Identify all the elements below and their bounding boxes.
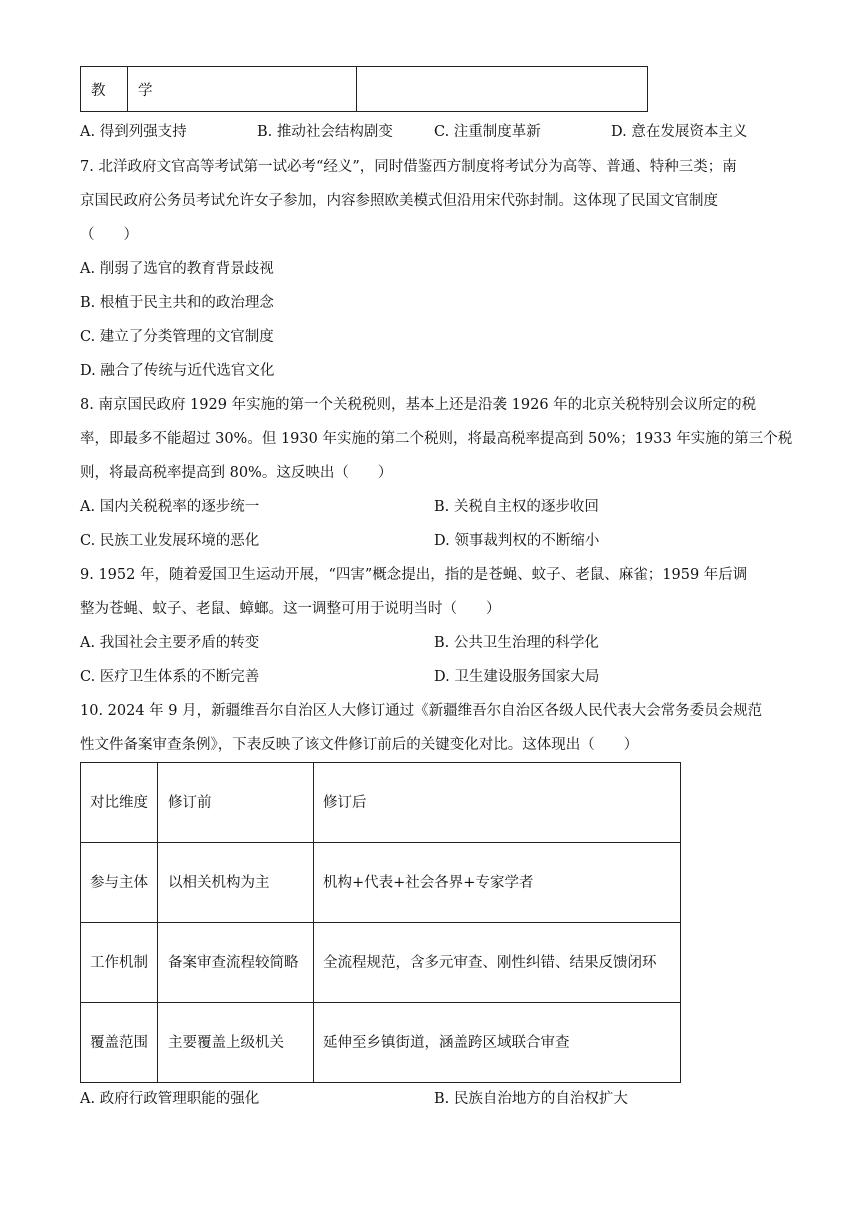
q8-option-b: B. 关税自主权的逐步收回 xyxy=(434,499,599,515)
table-header-after: 修订后 xyxy=(314,763,681,843)
q8-line-3: 则，将最高税率提高到 80%。这反映出（ ） xyxy=(80,465,393,481)
q6-option-d: D. 意在发展资本主义 xyxy=(611,124,748,140)
top-table-cell-2: 学 xyxy=(128,67,357,112)
q10-option-b: B. 民族自治地方的自治权扩大 xyxy=(434,1091,628,1107)
table-header-row xyxy=(81,763,681,843)
q10-line-2: 性文件备案审查条例》，下表反映了该文件修订前后的关键变化对比。这体现出（ ） xyxy=(80,737,639,753)
table-cell: 备案审查流程较简略 xyxy=(158,923,314,1003)
q9-option-d: D. 卫生建设服务国家大局 xyxy=(434,669,600,685)
table-cell: 延伸至乡镇街道，涵盖跨区域联合审查 xyxy=(314,1003,681,1083)
top-table-fragment xyxy=(80,66,648,112)
q9-option-b: B. 公共卫生治理的科学化 xyxy=(434,635,599,651)
q9-option-c: C. 医疗卫生体系的不断完善 xyxy=(80,669,260,685)
q8-line-1: 8. 南京国民政府 1929 年实施的第一个关税税则，基本上还是沿袭 1926 年的北京关税特别会议所定的税 xyxy=(80,397,757,413)
q7-line-2: 京国民政府公务员考试允许女子参加，内容参照欧美模式但沿用宋代弥封制。这体现了民国文官制度 xyxy=(80,193,718,209)
q8-line-2: 率，即最多不能超过 30%。但 1930 年实施的第二个税则，将最高税率提高到 50%；1933 年实施的第三个税 xyxy=(80,431,793,447)
q6-option-b: B. 推动社会结构剧变 xyxy=(257,124,393,140)
q7-option-a: A. 削弱了选官的教育背景歧视 xyxy=(80,261,274,277)
q10-line-1: 10. 2024 年 9 月，新疆维吾尔自治区人大修订通过《新疆维吾尔自治区各级人民代表大会常务委员会规范 xyxy=(80,703,763,719)
table-row xyxy=(81,1003,681,1083)
q8-option-d: D. 领事裁判权的不断缩小 xyxy=(434,533,600,549)
q7-line-3: （ ） xyxy=(80,227,138,243)
q9-line-2: 整为苍蝇、蚊子、老鼠、蟑螂。这一调整可用于说明当时（ ） xyxy=(80,601,501,617)
table-header-before: 修订前 xyxy=(158,763,314,843)
q8-option-c: C. 民族工业发展环境的恶化 xyxy=(80,533,260,549)
q7-option-d: D. 融合了传统与近代选官文化 xyxy=(80,363,275,379)
q9-option-a: A. 我国社会主要矛盾的转变 xyxy=(80,635,260,651)
table-cell: 参与主体 xyxy=(81,843,158,923)
q7-line-1: 7. 北洋政府文官高等考试第一试必考“经义”，同时借鉴西方制度将考试分为高等、普通、特种三类；南 xyxy=(80,159,737,175)
q6-option-a: A. 得到列强支持 xyxy=(80,124,187,140)
top-table-cell-3 xyxy=(357,67,648,112)
table-cell: 机构+代表+社会各界+专家学者 xyxy=(314,843,681,923)
table-cell: 覆盖范围 xyxy=(81,1003,158,1083)
table-cell: 主要覆盖上级机关 xyxy=(158,1003,314,1083)
q7-option-b: B. 根植于民主共和的政治理念 xyxy=(80,295,274,311)
table-row xyxy=(81,843,681,923)
comparison-table xyxy=(80,762,681,1083)
q6-option-c: C. 注重制度革新 xyxy=(434,124,541,140)
q8-option-a: A. 国内关税税率的逐步统一 xyxy=(80,499,260,515)
table-row xyxy=(81,923,681,1003)
table-cell: 全流程规范，含多元审查、刚性纠错、结果反馈闭环 xyxy=(314,923,681,1003)
q9-line-1: 9. 1952 年，随着爱国卫生运动开展，“四害”概念提出，指的是苍蝇、蚊子、老鼠、麻雀；1959 年后调 xyxy=(80,567,748,583)
q7-option-c: C. 建立了分类管理的文官制度 xyxy=(80,329,274,345)
q10-option-a: A. 政府行政管理职能的强化 xyxy=(80,1091,260,1107)
top-table-cell-1: 教 xyxy=(81,67,128,112)
table-cell: 以相关机构为主 xyxy=(158,843,314,923)
table-cell: 工作机制 xyxy=(81,923,158,1003)
table-header-dimension: 对比维度 xyxy=(81,763,158,843)
